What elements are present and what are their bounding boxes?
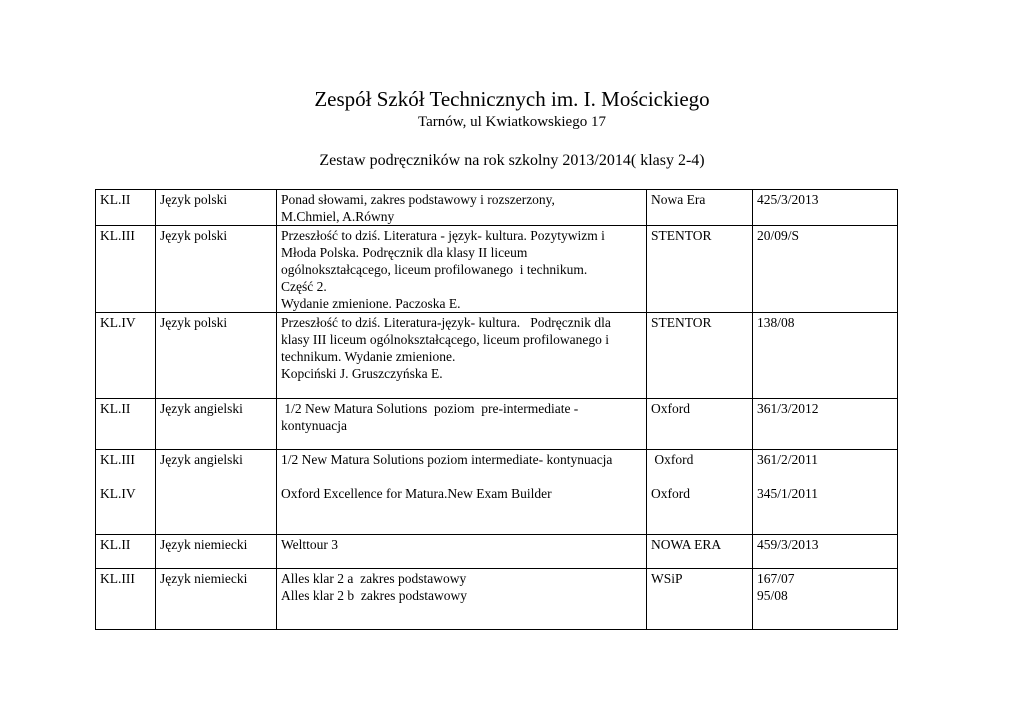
table-row [96, 535, 898, 569]
approval-number-cell [753, 226, 898, 313]
approval-number-cell [753, 450, 898, 535]
title-line: Część 2. [281, 279, 327, 294]
title-cell [277, 399, 647, 450]
school-name: Zespół Szkół Technicznych im. I. Mościckiego [314, 87, 710, 111]
publisher-cell [647, 190, 753, 226]
subject-cell [156, 535, 277, 569]
title-line: Wydanie zmienione. Paczoska E. [281, 296, 461, 311]
class-line: KL.II [100, 192, 131, 207]
title-line: 1/2 New Matura Solutions poziom pre-intermediate - [281, 401, 579, 416]
publisher-line: Oxford [651, 486, 690, 501]
approval-number-line: 20/09/S [757, 228, 800, 243]
title-line: Oxford Excellence for Matura.New Exam Builder [281, 486, 552, 501]
title-cell [277, 190, 647, 226]
title-cell [277, 569, 647, 630]
table-row [96, 226, 898, 313]
class-cell [96, 569, 156, 630]
class-line: KL.III [100, 228, 135, 243]
blank-line [281, 468, 643, 485]
title-line: M.Chmiel, A.Równy [281, 209, 395, 224]
subject-cell [156, 226, 277, 313]
approval-number-line: 459/3/2013 [757, 537, 819, 552]
class-line: KL.II [100, 401, 131, 416]
table-row [96, 190, 898, 226]
publisher-cell [647, 226, 753, 313]
class-line: KL.IV [100, 486, 136, 501]
approval-number-cell [753, 313, 898, 399]
table-row [96, 450, 898, 535]
subject-cell [156, 399, 277, 450]
publisher-line: Oxford [651, 401, 690, 416]
approval-number-line: 138/08 [757, 315, 795, 330]
approval-number-line: 95/08 [757, 588, 788, 603]
school-address: Tarnów, ul Kwiatkowskiego 17 [418, 114, 606, 130]
publisher-cell [647, 569, 753, 630]
title-cell [277, 313, 647, 399]
title-line: Młoda Polska. Podręcznik dla klasy II liceum [281, 245, 528, 260]
subject-cell [156, 450, 277, 535]
approval-number-line: 425/3/2013 [757, 192, 819, 207]
class-line: KL.III [100, 452, 135, 467]
title-line: Welttour 3 [281, 537, 339, 552]
publisher-line: STENTOR [651, 228, 712, 243]
subject-text: Język angielski [160, 452, 243, 467]
approval-number-cell [753, 399, 898, 450]
subject-cell [156, 569, 277, 630]
title-line: ogólnokształcącego, liceum profilowanego i technikum. [281, 262, 588, 277]
title-cell [277, 226, 647, 313]
publisher-line: WSiP [651, 571, 683, 586]
blank-line [100, 468, 152, 485]
publisher-cell [647, 535, 753, 569]
class-line: KL.II [100, 537, 131, 552]
subject-cell [156, 313, 277, 399]
list-title: Zestaw podręczników na rok szkolny 2013/2014( klasy 2-4) [319, 152, 705, 169]
title-line: Kopciński J. Gruszczyńska E. [281, 366, 443, 381]
title-line: kontynuacja [281, 418, 347, 433]
subject-cell [156, 190, 277, 226]
publisher-cell [647, 450, 753, 535]
publisher-line: Oxford [651, 452, 694, 467]
blank-line [651, 468, 749, 485]
publisher-cell [647, 399, 753, 450]
title-cell [277, 450, 647, 535]
title-line: technikum. Wydanie zmienione. [281, 349, 456, 364]
subject-text: Język polski [160, 315, 228, 330]
subject-text: Język polski [160, 192, 228, 207]
class-cell [96, 313, 156, 399]
publisher-cell [647, 313, 753, 399]
approval-number-line: 167/07 [757, 571, 795, 586]
title-line: Alles klar 2 a zakres podstawowy [281, 571, 467, 586]
subject-text: Język niemiecki [160, 571, 248, 586]
blank-line [757, 468, 894, 485]
approval-number-line: 345/1/2011 [757, 486, 819, 501]
publisher-line: STENTOR [651, 315, 712, 330]
title-line: Przeszłość to dziś. Literatura-język- kultura. Podręcznik dla [281, 315, 611, 330]
table-row [96, 569, 898, 630]
class-cell [96, 399, 156, 450]
publisher-line: Nowa Era [651, 192, 706, 207]
title-line: Ponad słowami, zakres podstawowy i rozszerzony, [281, 192, 555, 207]
table-row [96, 313, 898, 399]
subject-text: Język niemiecki [160, 537, 248, 552]
class-cell [96, 226, 156, 313]
table-row [96, 399, 898, 450]
textbook-table-body [96, 190, 898, 630]
title-line: Alles klar 2 b zakres podstawowy [281, 588, 467, 603]
title-cell [277, 535, 647, 569]
approval-number-cell [753, 569, 898, 630]
class-cell [96, 450, 156, 535]
class-cell [96, 190, 156, 226]
title-line: 1/2 New Matura Solutions poziom intermediate- kontynuacja [281, 452, 613, 467]
approval-number-cell [753, 535, 898, 569]
class-line: KL.III [100, 571, 135, 586]
class-cell [96, 535, 156, 569]
title-line: klasy III liceum ogólnokształcącego, liceum profilowanego i [281, 332, 610, 347]
title-line: Przeszłość to dziś. Literatura - język- kultura. Pozytywizm i [281, 228, 605, 243]
approval-number-line: 361/2/2011 [757, 452, 819, 467]
textbook-table [95, 189, 898, 630]
subject-text: Język angielski [160, 401, 243, 416]
class-line: KL.IV [100, 315, 136, 330]
publisher-line: NOWA ERA [651, 537, 722, 552]
subject-text: Język polski [160, 228, 228, 243]
approval-number-line: 361/3/2012 [757, 401, 819, 416]
approval-number-cell [753, 190, 898, 226]
